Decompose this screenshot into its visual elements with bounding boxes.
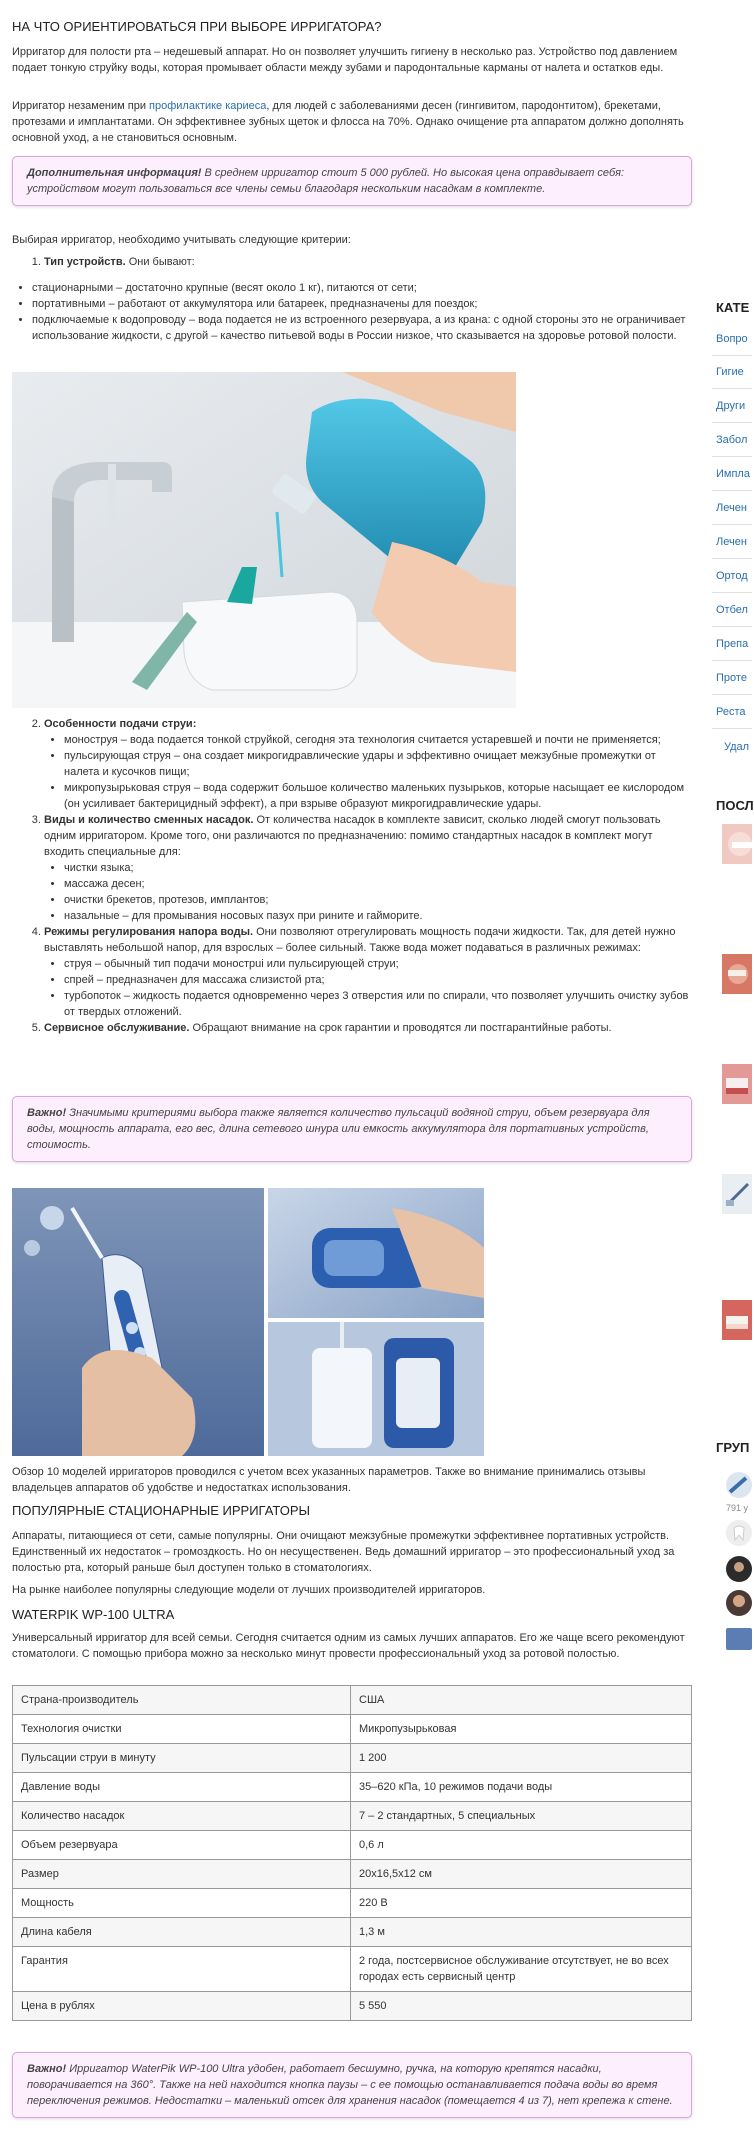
review-paragraph: Обзор 10 моделей ирригаторов проводился с учетом всех указанных параметров. Также во внимание принимались отзывы владельцев аппаратов об удобстве и недостатках использования.: [12, 1466, 646, 1494]
table-row: Пульсации струи в минуту 1 200: [13, 1744, 692, 1773]
categories-title: КАТЕ: [716, 300, 750, 315]
popular-paragraph: Аппараты, питающиеся от сети, самые популярны. Они очищают межзубные промежутки эффективнее портативных устройств. Единственный их недостаток – громоздкость. Но он несущественен. Ведь домашний ирригатор – это профессиональный уход за полостью рта, который раньше был доступен только в стоматологиях.: [12, 1530, 675, 1574]
sidebar-category-item[interactable]: Вопро: [716, 333, 748, 345]
popular-models-intro: На рынке наиболее популярны следующие модели от лучших производителей ирригаторов.: [12, 1584, 486, 1596]
table-row: Длина кабеля 1,3 м: [13, 1918, 692, 1947]
sidebar-category-item[interactable]: Удал: [724, 741, 750, 753]
sidebar-category-item[interactable]: Гигие: [716, 366, 744, 378]
model-description: Универсальный ирригатор для всей семьи. Сегодня считается одним из самых лучших аппаратов. Его же чаще всего рекомендуют стоматологи. С помощью прибора можно за несколько минут провести профессиональный уход за ротовой полостью.: [12, 1632, 685, 1660]
list-item: • микропузырьковая струя – вода содержит большое количество маленьких пузырьков, которые насыщает ее кислородом (он усиливает бактерицидный эффект), а при взрыве образуют микрогидравлические удары.: [64, 780, 692, 812]
spec-table: [12, 1685, 692, 2021]
post-thumbnail[interactable]: [722, 1064, 752, 1104]
sidebar-category-item[interactable]: Реста: [716, 706, 746, 718]
list-item: • массажа десен;: [64, 876, 692, 892]
list-item: • струя – обычный тип подачи монострui или пульсирующей струи;: [64, 956, 692, 972]
important-label: Важно!: [27, 1107, 67, 1119]
table-row: Давление воды 35–620 кПа, 10 режимов подачи воды: [13, 1773, 692, 1802]
list-item: • подключаемые к водопроводу – вода подается не из встроенного резервуара, а из крана: с одной стороны это не ограничивает использование жидкости, с другой – качество питьевой воды в России низкое, что сказывается на здоровье ротовой полости.: [32, 312, 692, 344]
table-row: Количество насадок 7 – 2 стандартных, 5 специальных: [13, 1802, 692, 1831]
criteria-list-1: [12, 254, 692, 270]
member-avatar[interactable]: [726, 1590, 752, 1616]
criterion-jet: 2. Особенности подачи струи: • моноструя – вода подается тонкой струйкой, сегодня эта технология считается устаревшей и почти не применяется; • пульсирующая струя – она создает микрогидравлические удары и эффективно очищает межзубные промежутки от налета и кусочков пищи; • микропузырьковая струя – вода содержит большое количество маленьких пузырьков, которые насыщает ее кислородом (он усиливает бактерицидный эффект), а при взрыве образуют микрогидравлические удары.: [44, 716, 692, 812]
table-row: Размер 20x16,5x12 см: [13, 1860, 692, 1889]
member-avatar[interactable]: [726, 1520, 752, 1546]
list-item: • стационарными – достаточно крупные (весят около 1 кг), питаются от сети;: [32, 280, 692, 296]
sidebar-category-item[interactable]: Лечен: [716, 536, 747, 548]
paragraph-prevention: Ирригатор незаменим при профилактике кариеса, для людей с заболеваниями десен (гингивитом, пародонтитом), брекетами, протезами и имплантатами. Он эффективнее зубных щеток и флосса на 70%. Однако очищение рта аппаратом должно дополнять основной уход, а не становиться основным.: [12, 100, 684, 144]
criterion-nozzles: 3. Виды и количество сменных насадок. От количества насадок в комплекте зависит, сколько людей смогут пользовать одним ирригатором. Кроме того, они различаются по предназначению: помимо стандартных насадок в комплект могут входить специальные для: • чистки языка; • массажа десен; • очистки брекетов, протезов, имплантов; • назальные – для промывания носовых пазух при рините и гайморите.: [44, 812, 692, 924]
list-item: • чистки языка;: [64, 860, 692, 876]
list-item: • моноструя – вода подается тонкой струйкой, сегодня эта технология считается устаревшей и почти не применяется;: [64, 732, 692, 748]
sidebar-category-item[interactable]: Лечен: [716, 502, 747, 514]
info-box-label: Дополнительная информация!: [27, 167, 202, 179]
members-count: 791 у: [726, 1503, 749, 1513]
intro-paragraph: Ирригатор для полости рта – недешевый аппарат. Но он позволяет улучшить гигиену в несколько раз. Устройство под давлением подает тонкую струйку воды, которая промывает области между зубами и пародонтальные карманы от налета и остатков еды.: [12, 46, 678, 74]
table-row: Объем резервуара 0,6 л: [13, 1831, 692, 1860]
list-item: • очистки брекетов, протезов, имплантов;: [64, 892, 692, 908]
list-item: • назальные – для промывания носовых пазух при рините и гайморите.: [64, 908, 692, 924]
important-box: Важно! Значимыми критериями выбора также является количество пульсаций водяной струи, объем резервуара для воды, мощность аппарата, его вес, длина сетевого шнура или емкость аккумулятора для портативных устройств, стоимость.: [12, 1096, 692, 1162]
criteria-intro: Выбирая ирригатор, необходимо учитывать следующие критерии:: [12, 234, 351, 246]
latest-posts-title: ПОСЛ: [716, 798, 754, 813]
group-button[interactable]: [726, 1628, 752, 1650]
sidebar-category-item[interactable]: Други: [716, 400, 746, 412]
irrigators-collage-photo: [12, 1188, 484, 1456]
table-row: Технология очистки Микропузырьковая: [13, 1715, 692, 1744]
list-item: • турбопоток – жидкость подается одновременно через 3 отверстия или по спирали, что позволяет улучшить очистку зубов от твердых отложений.: [64, 988, 692, 1020]
device-types-list: [12, 280, 692, 344]
sidebar-category-item[interactable]: Препа: [716, 638, 749, 650]
sidebar-category-item[interactable]: Забол: [716, 434, 748, 446]
criterion-type: 1. Тип устройств. Они бывают:: [44, 254, 692, 270]
post-thumbnail[interactable]: [722, 1300, 752, 1340]
table-row: Страна-производитель США: [13, 1686, 692, 1715]
post-thumbnail[interactable]: [722, 954, 752, 994]
article-heading: НА ЧТО ОРИЕНТИРОВАТЬСЯ ПРИ ВЫБОРЕ ИРРИГАТОРА?: [12, 19, 382, 34]
table-row: Гарантия 2 года, постсервисное обслуживание отсутствует, не во всех городах есть сервисный центр: [13, 1947, 692, 1992]
irrigator-filling-photo: [12, 372, 516, 708]
post-thumbnail[interactable]: [722, 1174, 752, 1214]
sidebar-category-item[interactable]: Отбел: [716, 604, 748, 616]
table-row: Цена в рублях 5 550: [13, 1992, 692, 2021]
list-item: • портативными – работают от аккумулятора или батареек, предназначены для поездок;: [32, 296, 692, 312]
sidebar-category-item[interactable]: Импла: [716, 468, 750, 480]
model-heading: WATERPIK WP-100 ULTRA: [12, 1607, 175, 1622]
sidebar: [712, 0, 754, 2146]
groups-title: ГРУП: [716, 1440, 750, 1455]
sidebar-category-item[interactable]: Ортод: [716, 570, 748, 582]
table-row: Мощность 220 В: [13, 1889, 692, 1918]
list-item: • пульсирующая струя – она создает микрогидравлические удары и эффективно очищает межзубные промежутки от налета и кусочков пищи;: [64, 748, 692, 780]
final-important-box: Важно! Ирригатор WaterPik WP-100 Ultra удобен, работает бесшумно, ручка, на которую крепятся насадки, поворачивается на 360°. Также на ней находится кнопка паузы – с ее помощью останавливается подача воды во время переключения режимов. Недостатки – маленький отсек для хранения насадок (помещается 4 из 7), нет крепежа к стене.: [12, 2052, 692, 2118]
popular-heading: ПОПУЛЯРНЫЕ СТАЦИОНАРНЫЕ ИРРИГАТОРЫ: [12, 1503, 311, 1518]
member-avatar[interactable]: [726, 1556, 752, 1582]
member-avatar[interactable]: [726, 1472, 752, 1498]
criteria-list-2: [12, 716, 692, 1036]
criterion-service: 5. Сервисное обслуживание. Обращают внимание на срок гарантии и проводятся ли постгарантийные работы.: [44, 1020, 692, 1036]
final-important-label: Важно!: [27, 2063, 67, 2075]
info-box: Дополнительная информация! В среднем ирригатор стоит 5 000 рублей. Но высокая цена оправдывает себя: устройством могут пользоваться все члены семьи благодаря нескольким насадкам в комплекте.: [12, 156, 692, 206]
list-item: • спрей – предназначен для массажа слизистой рта;: [64, 972, 692, 988]
caries-prevention-link[interactable]: профилактике кариеса: [149, 100, 267, 112]
criterion-pressure: 4. Режимы регулирования напора воды. Они позволяют отрегулировать мощность подачи жидкости. Так, для детей нужно выставлять небольшой напор, для взрослых – более сильный. Также вода может подаваться в различных режимах: • струя – обычный тип подачи монострui или пульсирующей струи; • спрей – предназначен для массажа слизистой рта; • турбопоток – жидкость подается одновременно через 3 отверстия или по спирали, что позволяет улучшить очистку зубов от твердых отложений.: [44, 924, 692, 1020]
post-thumbnail[interactable]: [722, 824, 752, 864]
sidebar-category-item[interactable]: Проте: [716, 672, 747, 684]
